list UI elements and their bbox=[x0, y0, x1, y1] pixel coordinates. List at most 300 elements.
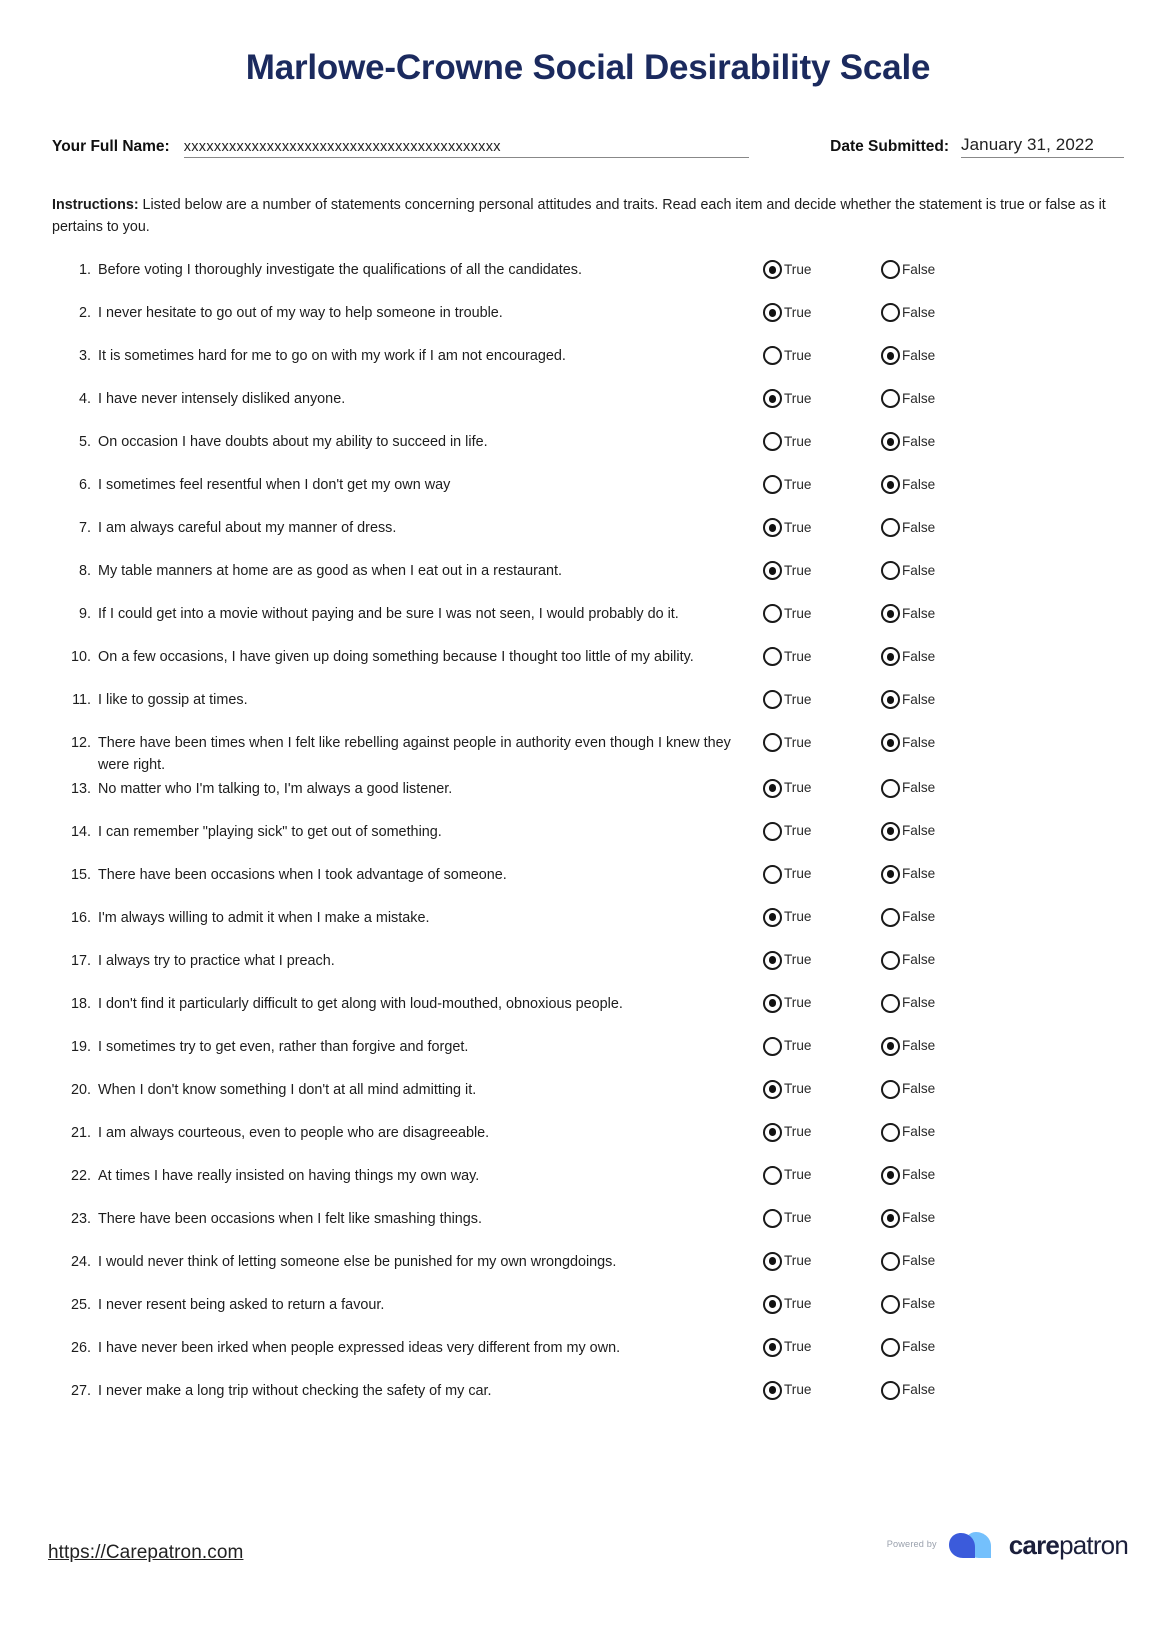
page-title: Marlowe-Crowne Social Desirability Scale bbox=[245, 48, 931, 87]
question-row bbox=[64, 344, 1128, 387]
radio-true-icon[interactable] bbox=[763, 346, 782, 365]
question-row bbox=[64, 602, 1128, 645]
radio-option-false[interactable] bbox=[881, 779, 999, 798]
question-number: 21. bbox=[70, 1124, 91, 1141]
brand-care: care bbox=[1008, 1530, 1060, 1560]
radio-label: False bbox=[902, 995, 936, 1011]
radio-label: True bbox=[784, 391, 812, 407]
radio-true-icon[interactable] bbox=[763, 1295, 782, 1314]
question-row bbox=[64, 258, 1128, 301]
question-number: 3. bbox=[78, 348, 91, 365]
question-row bbox=[64, 1379, 1128, 1422]
radio-dot bbox=[769, 999, 777, 1007]
radio-label: False bbox=[902, 952, 936, 968]
radio-option-false[interactable] bbox=[881, 1338, 999, 1357]
question-row bbox=[64, 1035, 1128, 1078]
radio-option-true[interactable] bbox=[763, 604, 881, 623]
carepatron-branding bbox=[887, 1528, 1128, 1564]
answer-options bbox=[753, 346, 1128, 365]
radio-dot bbox=[769, 1128, 777, 1136]
full-name-label: Your Full Name: bbox=[52, 138, 170, 155]
radio-label: True bbox=[784, 866, 812, 882]
radio-option-true[interactable] bbox=[763, 1123, 881, 1142]
answer-options bbox=[753, 1381, 1128, 1400]
radio-option-true[interactable] bbox=[763, 994, 881, 1013]
radio-option-true[interactable] bbox=[763, 389, 881, 408]
radio-false-icon[interactable] bbox=[881, 1166, 900, 1185]
radio-label: False bbox=[902, 606, 936, 622]
radio-option-false[interactable] bbox=[881, 561, 999, 580]
radio-true-icon[interactable] bbox=[763, 303, 782, 322]
radio-option-false[interactable] bbox=[881, 1295, 999, 1314]
radio-label: False bbox=[902, 434, 936, 450]
question-number: 5. bbox=[78, 434, 91, 451]
question-number: 13. bbox=[70, 780, 91, 797]
question-text: I have never intensely disliked anyone. bbox=[98, 391, 346, 408]
radio-label: False bbox=[902, 1210, 936, 1226]
question-text: I have never been irked when people expressed ideas very different from my own. bbox=[98, 1339, 621, 1356]
question-text: I am always courteous, even to people who are disagreeable. bbox=[98, 1124, 490, 1141]
radio-option-false[interactable] bbox=[881, 1166, 999, 1185]
radio-true-icon[interactable] bbox=[763, 951, 782, 970]
question-text: My table manners at home are as good as when I eat out in a restaurant. bbox=[98, 563, 562, 580]
radio-label: True bbox=[784, 348, 812, 364]
question-text: At times I have really insisted on having things my own way. bbox=[98, 1167, 480, 1184]
question-number: 24. bbox=[70, 1253, 91, 1270]
question-text: I sometimes feel resentful when I don't get my own way bbox=[98, 477, 451, 494]
question-number: 8. bbox=[78, 563, 91, 580]
footer bbox=[48, 1528, 1128, 1564]
question-row bbox=[64, 1250, 1128, 1293]
question-number: 27. bbox=[70, 1382, 91, 1399]
question-text: I never hesitate to go out of my way to help someone in trouble. bbox=[98, 305, 503, 322]
radio-label: False bbox=[902, 1339, 936, 1355]
radio-option-false[interactable] bbox=[881, 604, 999, 623]
answer-options bbox=[753, 951, 1128, 970]
radio-false-icon[interactable] bbox=[881, 822, 900, 841]
radio-dot bbox=[887, 1171, 895, 1179]
radio-label: True bbox=[784, 1124, 812, 1140]
question-row bbox=[64, 1207, 1128, 1250]
question-row bbox=[64, 992, 1128, 1035]
radio-false-icon[interactable] bbox=[881, 1338, 900, 1357]
answer-options bbox=[753, 1338, 1128, 1357]
question-row bbox=[64, 516, 1128, 559]
date-submitted-value: January 31, 2022 bbox=[961, 136, 1094, 154]
question-row bbox=[64, 863, 1128, 906]
radio-label: False bbox=[902, 866, 936, 882]
radio-dot bbox=[887, 352, 895, 360]
radio-true-icon[interactable] bbox=[763, 1037, 782, 1056]
question-text: There have been times when I felt like rebelling against people in authority even though I knew they were right. bbox=[98, 735, 731, 773]
question-text: On occasion I have doubts about my ability to succeed in life. bbox=[98, 434, 488, 451]
radio-dot bbox=[769, 524, 777, 532]
question-text: I am always careful about my manner of dress. bbox=[98, 520, 397, 537]
radio-label: False bbox=[902, 262, 936, 278]
question-number: 1. bbox=[78, 262, 91, 279]
answer-options bbox=[753, 604, 1128, 623]
radio-option-false[interactable] bbox=[881, 647, 999, 666]
radio-label: False bbox=[902, 1296, 936, 1312]
radio-dot bbox=[769, 1085, 777, 1093]
radio-label: False bbox=[902, 1382, 936, 1398]
radio-dot bbox=[887, 696, 895, 704]
question-number: 16. bbox=[70, 909, 91, 926]
radio-label: False bbox=[902, 1038, 936, 1054]
radio-option-true[interactable] bbox=[763, 779, 881, 798]
radio-option-false[interactable] bbox=[881, 518, 999, 537]
radio-true-icon[interactable] bbox=[763, 1338, 782, 1357]
question-row bbox=[64, 1121, 1128, 1164]
answer-options bbox=[753, 994, 1128, 1013]
radio-true-icon[interactable] bbox=[763, 1209, 782, 1228]
question-row bbox=[64, 387, 1128, 430]
question-number: 18. bbox=[70, 995, 91, 1012]
question-text: I would never think of letting someone else be punished for my own wrongdoings. bbox=[98, 1253, 617, 1270]
radio-false-icon[interactable] bbox=[881, 779, 900, 798]
radio-false-icon[interactable] bbox=[881, 647, 900, 666]
radio-dot bbox=[769, 1386, 777, 1394]
radio-true-icon[interactable] bbox=[763, 432, 782, 451]
radio-dot bbox=[769, 1300, 777, 1308]
radio-false-icon[interactable] bbox=[881, 1123, 900, 1142]
radio-option-true[interactable] bbox=[763, 303, 881, 322]
radio-option-false[interactable] bbox=[881, 822, 999, 841]
question-text: I can remember "playing sick" to get out of something. bbox=[98, 823, 442, 840]
question-text: Before voting I thoroughly investigate the qualifications of all the candidates. bbox=[98, 262, 582, 279]
question-number: 17. bbox=[70, 952, 91, 969]
question-text: If I could get into a movie without paying and be sure I was not seen, I would probably do it. bbox=[98, 606, 679, 623]
radio-true-icon[interactable] bbox=[763, 733, 782, 752]
answer-options bbox=[753, 1080, 1128, 1099]
radio-false-icon[interactable] bbox=[881, 865, 900, 884]
radio-label: True bbox=[784, 305, 812, 321]
radio-label: True bbox=[784, 477, 812, 493]
radio-option-false[interactable] bbox=[881, 865, 999, 884]
radio-dot bbox=[769, 1257, 777, 1265]
radio-dot bbox=[887, 610, 895, 618]
radio-true-icon[interactable] bbox=[763, 865, 782, 884]
radio-label: True bbox=[784, 520, 812, 536]
radio-label: True bbox=[784, 1296, 812, 1312]
radio-label: False bbox=[902, 692, 936, 708]
question-text: It is sometimes hard for me to go on with my work if I am not encouraged. bbox=[98, 348, 566, 365]
full-name-value: xxxxxxxxxxxxxxxxxxxxxxxxxxxxxxxxxxxxxxxxxx bbox=[183, 139, 501, 155]
question-text: On a few occasions, I have given up doing something because I thought too little of my ability. bbox=[98, 649, 694, 666]
radio-false-icon[interactable] bbox=[881, 733, 900, 752]
radio-dot bbox=[769, 395, 777, 403]
radio-label: True bbox=[784, 1382, 812, 1398]
radio-false-icon[interactable] bbox=[881, 346, 900, 365]
question-number: 7. bbox=[78, 520, 91, 537]
radio-true-icon[interactable] bbox=[763, 908, 782, 927]
radio-dot bbox=[887, 739, 895, 747]
answer-options bbox=[753, 1037, 1128, 1056]
radio-label: False bbox=[902, 780, 936, 796]
question-text: I never make a long trip without checking the safety of my car. bbox=[98, 1382, 492, 1399]
radio-false-icon[interactable] bbox=[881, 1252, 900, 1271]
radio-true-icon[interactable] bbox=[763, 647, 782, 666]
question-row bbox=[64, 1293, 1128, 1336]
radio-label: True bbox=[784, 692, 812, 708]
question-text: I never resent being asked to return a favour. bbox=[98, 1296, 385, 1313]
question-row bbox=[64, 645, 1128, 688]
radio-label: True bbox=[784, 1210, 812, 1226]
radio-true-icon[interactable] bbox=[763, 1166, 782, 1185]
radio-option-true[interactable] bbox=[763, 908, 881, 927]
brand-patron: patron bbox=[1059, 1530, 1128, 1560]
meta-row bbox=[48, 128, 1128, 158]
question-number: 14. bbox=[70, 823, 91, 840]
carepatron-url-link[interactable]: https://Carepatron.com bbox=[48, 1542, 244, 1563]
radio-option-true[interactable] bbox=[763, 432, 881, 451]
radio-label: True bbox=[784, 434, 812, 450]
radio-option-false[interactable] bbox=[881, 1123, 999, 1142]
question-text: I don't find it particularly difficult to get along with loud-mouthed, obnoxious people. bbox=[98, 995, 623, 1012]
question-text: I'm always willing to admit it when I make a mistake. bbox=[98, 909, 430, 926]
radio-option-true[interactable] bbox=[763, 260, 881, 279]
answer-options bbox=[753, 1252, 1128, 1271]
question-row bbox=[64, 559, 1128, 602]
radio-label: False bbox=[902, 1124, 936, 1140]
question-row bbox=[64, 1336, 1128, 1379]
question-list bbox=[48, 258, 1128, 1421]
radio-label: True bbox=[784, 735, 812, 751]
question-number: 10. bbox=[70, 649, 91, 666]
radio-label: True bbox=[784, 1081, 812, 1097]
radio-true-icon[interactable] bbox=[763, 1080, 782, 1099]
radio-dot bbox=[769, 567, 777, 575]
radio-false-icon[interactable] bbox=[881, 951, 900, 970]
question-number: 23. bbox=[70, 1210, 91, 1227]
answer-options bbox=[753, 432, 1128, 451]
radio-true-icon[interactable] bbox=[763, 561, 782, 580]
radio-option-false[interactable] bbox=[881, 389, 999, 408]
answer-options bbox=[753, 822, 1128, 841]
answer-options bbox=[753, 690, 1128, 709]
question-number: 9. bbox=[78, 606, 91, 623]
date-submitted-field[interactable] bbox=[961, 128, 1124, 158]
radio-dot bbox=[769, 913, 777, 921]
radio-false-icon[interactable] bbox=[881, 1295, 900, 1314]
question-row bbox=[64, 777, 1128, 820]
radio-option-true[interactable] bbox=[763, 1166, 881, 1185]
radio-option-true[interactable] bbox=[763, 346, 881, 365]
radio-option-true[interactable] bbox=[763, 865, 881, 884]
radio-option-false[interactable] bbox=[881, 475, 999, 494]
radio-false-icon[interactable] bbox=[881, 908, 900, 927]
answer-options bbox=[753, 1295, 1128, 1314]
question-number: 20. bbox=[70, 1081, 91, 1098]
radio-option-false[interactable] bbox=[881, 1080, 999, 1099]
question-text: I like to gossip at times. bbox=[98, 692, 248, 709]
question-number: 19. bbox=[70, 1038, 91, 1055]
answer-options bbox=[753, 561, 1128, 580]
radio-label: False bbox=[902, 348, 936, 364]
instructions-body: Listed below are a number of statements concerning personal attitudes and traits. Read each item and decide whether the statement is true or false as it pertains to you. bbox=[52, 197, 1106, 236]
radio-option-false[interactable] bbox=[881, 1381, 999, 1400]
question-row bbox=[64, 473, 1128, 516]
radio-false-icon[interactable] bbox=[881, 690, 900, 709]
answer-options bbox=[753, 518, 1128, 537]
radio-option-true[interactable] bbox=[763, 647, 881, 666]
radio-dot bbox=[769, 956, 777, 964]
radio-option-true[interactable] bbox=[763, 1080, 881, 1099]
radio-true-icon[interactable] bbox=[763, 475, 782, 494]
radio-option-false[interactable] bbox=[881, 260, 999, 279]
question-text: No matter who I'm talking to, I'm always a good listener. bbox=[98, 780, 453, 797]
radio-false-icon[interactable] bbox=[881, 1080, 900, 1099]
question-row bbox=[64, 430, 1128, 473]
radio-false-icon[interactable] bbox=[881, 432, 900, 451]
radio-option-true[interactable] bbox=[763, 1295, 881, 1314]
answer-options bbox=[753, 1123, 1128, 1142]
radio-option-true[interactable] bbox=[763, 951, 881, 970]
radio-label: False bbox=[902, 520, 936, 536]
question-row bbox=[64, 820, 1128, 863]
carepatron-wordmark bbox=[1009, 1532, 1128, 1558]
radio-option-false[interactable] bbox=[881, 303, 999, 322]
radio-true-icon[interactable] bbox=[763, 518, 782, 537]
radio-option-false[interactable] bbox=[881, 733, 999, 752]
radio-label: True bbox=[784, 823, 812, 839]
full-name-field[interactable] bbox=[184, 132, 749, 158]
radio-false-icon[interactable] bbox=[881, 1209, 900, 1228]
radio-option-true[interactable] bbox=[763, 518, 881, 537]
question-number: 12. bbox=[70, 735, 91, 752]
radio-dot bbox=[887, 653, 895, 661]
radio-label: False bbox=[902, 823, 936, 839]
radio-false-icon[interactable] bbox=[881, 1381, 900, 1400]
answer-options bbox=[753, 260, 1128, 279]
radio-label: True bbox=[784, 1253, 812, 1269]
answer-options bbox=[753, 1209, 1128, 1228]
radio-false-icon[interactable] bbox=[881, 994, 900, 1013]
radio-dot bbox=[887, 438, 895, 446]
radio-option-true[interactable] bbox=[763, 690, 881, 709]
radio-option-false[interactable] bbox=[881, 951, 999, 970]
radio-label: True bbox=[784, 262, 812, 278]
radio-label: True bbox=[784, 1038, 812, 1054]
radio-dot bbox=[769, 266, 777, 274]
question-number: 4. bbox=[78, 391, 91, 408]
radio-option-true[interactable] bbox=[763, 1381, 881, 1400]
radio-label: False bbox=[902, 909, 936, 925]
radio-option-false[interactable] bbox=[881, 1037, 999, 1056]
radio-label: True bbox=[784, 1339, 812, 1355]
radio-option-false[interactable] bbox=[881, 994, 999, 1013]
radio-dot bbox=[887, 870, 895, 878]
radio-false-icon[interactable] bbox=[881, 1037, 900, 1056]
radio-label: False bbox=[902, 1253, 936, 1269]
radio-true-icon[interactable] bbox=[763, 1123, 782, 1142]
powered-by-label: Powered by bbox=[886, 1539, 937, 1549]
radio-option-false[interactable] bbox=[881, 432, 999, 451]
radio-true-icon[interactable] bbox=[763, 690, 782, 709]
radio-label: False bbox=[902, 649, 936, 665]
radio-true-icon[interactable] bbox=[763, 604, 782, 623]
radio-label: False bbox=[902, 563, 936, 579]
answer-options bbox=[753, 475, 1128, 494]
radio-option-true[interactable] bbox=[763, 1338, 881, 1357]
radio-true-icon[interactable] bbox=[763, 1381, 782, 1400]
radio-option-true[interactable] bbox=[763, 822, 881, 841]
radio-option-false[interactable] bbox=[881, 908, 999, 927]
radio-false-icon[interactable] bbox=[881, 604, 900, 623]
radio-true-icon[interactable] bbox=[763, 822, 782, 841]
radio-option-true[interactable] bbox=[763, 1037, 881, 1056]
question-text: There have been occasions when I felt like smashing things. bbox=[98, 1210, 482, 1227]
radio-false-icon[interactable] bbox=[881, 260, 900, 279]
radio-true-icon[interactable] bbox=[763, 779, 782, 798]
question-text: There have been occasions when I took advantage of someone. bbox=[98, 866, 507, 883]
question-number: 22. bbox=[70, 1167, 91, 1184]
answer-options bbox=[753, 779, 1128, 798]
radio-option-true[interactable] bbox=[763, 561, 881, 580]
radio-dot bbox=[887, 481, 895, 489]
radio-true-icon[interactable] bbox=[763, 994, 782, 1013]
radio-false-icon[interactable] bbox=[881, 389, 900, 408]
answer-options bbox=[753, 1166, 1128, 1185]
radio-option-false[interactable] bbox=[881, 346, 999, 365]
radio-dot bbox=[887, 1214, 895, 1222]
radio-dot bbox=[769, 309, 777, 317]
question-number: 15. bbox=[70, 866, 91, 883]
answer-options bbox=[753, 733, 1128, 752]
question-number: 2. bbox=[78, 305, 91, 322]
radio-label: True bbox=[784, 780, 812, 796]
radio-option-false[interactable] bbox=[881, 690, 999, 709]
radio-true-icon[interactable] bbox=[763, 260, 782, 279]
radio-dot bbox=[887, 827, 895, 835]
radio-label: False bbox=[902, 477, 936, 493]
answer-options bbox=[753, 389, 1128, 408]
question-number: 25. bbox=[70, 1296, 91, 1313]
radio-label: True bbox=[784, 995, 812, 1011]
question-row bbox=[64, 301, 1128, 344]
date-submitted-label: Date Submitted: bbox=[830, 138, 949, 155]
radio-false-icon[interactable] bbox=[881, 518, 900, 537]
answer-options bbox=[753, 908, 1128, 927]
question-row bbox=[64, 1078, 1128, 1121]
radio-false-icon[interactable] bbox=[881, 561, 900, 580]
radio-dot bbox=[887, 1042, 895, 1050]
radio-true-icon[interactable] bbox=[763, 1252, 782, 1271]
question-text: When I don't know something I don't at all mind admitting it. bbox=[98, 1081, 477, 1098]
radio-label: False bbox=[902, 391, 936, 407]
radio-option-true[interactable] bbox=[763, 1252, 881, 1271]
question-text: I sometimes try to get even, rather than forgive and forget. bbox=[98, 1038, 469, 1055]
question-text: I always try to practice what I preach. bbox=[98, 952, 335, 969]
question-row bbox=[64, 688, 1128, 731]
question-row bbox=[64, 906, 1128, 949]
radio-label: False bbox=[902, 305, 936, 321]
radio-option-true[interactable] bbox=[763, 1209, 881, 1228]
instructions-heading: Instructions: bbox=[52, 197, 139, 213]
radio-false-icon[interactable] bbox=[881, 475, 900, 494]
radio-false-icon[interactable] bbox=[881, 303, 900, 322]
carepatron-logo-icon bbox=[946, 1528, 1000, 1562]
radio-option-false[interactable] bbox=[881, 1252, 999, 1271]
radio-label: True bbox=[784, 1167, 812, 1183]
radio-option-true[interactable] bbox=[763, 475, 881, 494]
radio-option-true[interactable] bbox=[763, 733, 881, 752]
radio-true-icon[interactable] bbox=[763, 389, 782, 408]
radio-label: True bbox=[784, 606, 812, 622]
radio-option-false[interactable] bbox=[881, 1209, 999, 1228]
question-number: 26. bbox=[70, 1339, 91, 1356]
question-number: 11. bbox=[72, 692, 91, 709]
